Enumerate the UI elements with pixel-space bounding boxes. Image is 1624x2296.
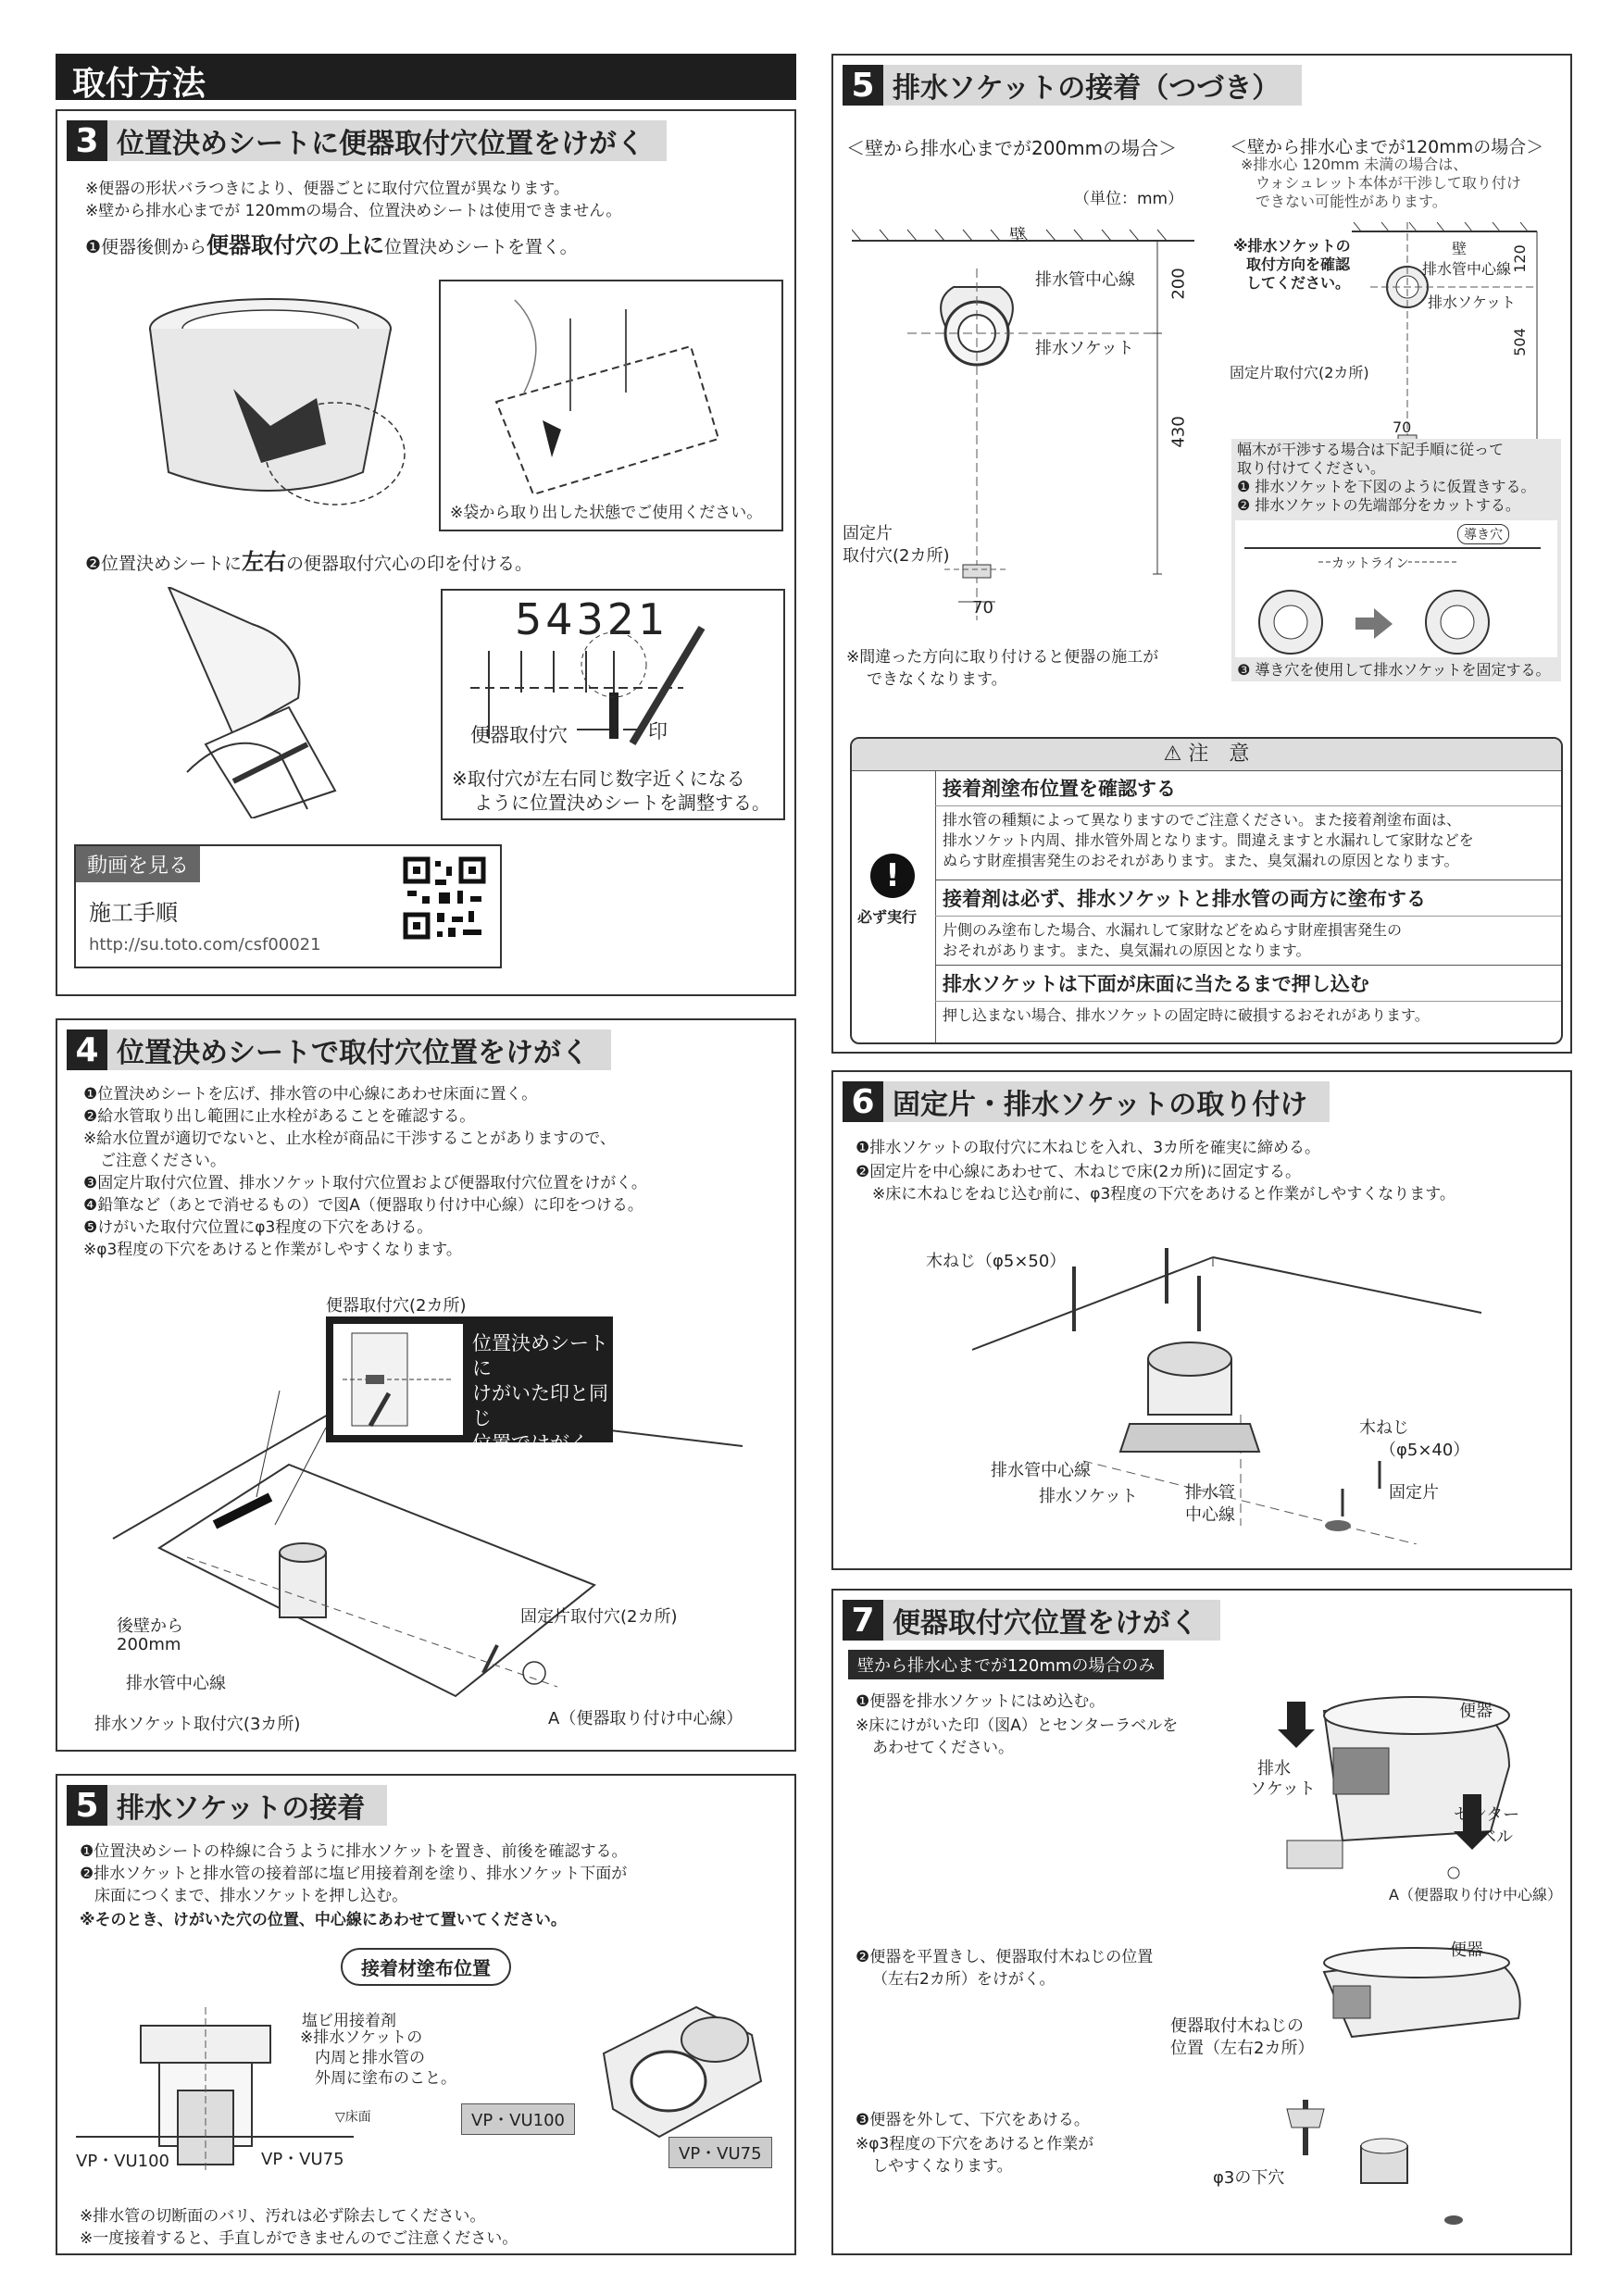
caution-item-2: 接着剤は必ず、排水ソケットと排水管の両方に塗布する 片側のみ塗布した場合、水漏れして家財などをぬらす財産損害発生の おそれがあります。また、臭気漏れの原因となります。 [935, 880, 1561, 966]
section-title: 排水ソケットの接着（つづき） [893, 72, 1280, 105]
section-number: 5 [843, 65, 883, 106]
note: ※一度接着すると、手直しができませんのでご注意ください。 [80, 2229, 518, 2248]
caution-item-1: 接着剤塗布位置を確認する 排水管の種類によって異なりますのでご注意ください。また接着剤塗布面は、 排水ソケット内周、排水管外周となります。間違えますと水漏れして家財などを ぬらす財産損害発生のおそれがあります。また、臭気漏れの原因となります。 [935, 770, 1561, 880]
line: ❶位置決めシートの枠線に合うように排水ソケットを置き、前後を確認する。 [80, 1842, 628, 1861]
glue-position-badge: 接着材塗布位置 [341, 1948, 511, 1986]
line: （左右2カ所）をけがく。 [872, 1970, 1056, 1989]
line: ※床に木ねじをねじ込む前に、φ3程度の下穴をあけると作業がしやすくなります。 [872, 1185, 1455, 1204]
sheet-placement-inset [439, 280, 783, 531]
vp-vu100-tag: VP・VU100 [461, 2103, 575, 2135]
right-case-heading: ＜壁から排水心までが120mmの場合＞ [1230, 137, 1544, 157]
fix-label-1: 固定片 [843, 524, 893, 543]
line: ❷排水ソケットと排水管の接着部に塩ビ用接着剤を塗り、排水ソケット下面が [80, 1865, 628, 1883]
screw-pos-label-1: 便器取付木ねじの [1170, 2016, 1304, 2036]
video-url-link[interactable]: http://su.toto.com/csf00021 [89, 935, 321, 955]
step-line: ❶位置決めシートを広げ、排水管の中心線にあわせ床面に置く。 [83, 1085, 538, 1104]
cut-procedure-text: 幅木が干渉する場合は下記手順に従って 取り付けてください。 ❶ 排水ソケットを下図のように仮置きする。 ❷ 排水ソケットの先端部分をカットする。 [1237, 441, 1536, 514]
condition-tag: 壁から排水心までが120mmの場合のみ [848, 1650, 1164, 1679]
socket-3d-drawing [585, 1998, 770, 2146]
left-case-heading: ＜壁から排水心までが200mmの場合＞ [846, 137, 1178, 159]
line: ❶便器を排水ソケットにはめ込む。 [856, 1692, 1106, 1711]
cut-line-label: カットライン [1331, 554, 1408, 572]
dim-504: 504 [1510, 328, 1529, 356]
step-line: ❷給水管取り出し範囲に止水栓があることを確認する。 [83, 1107, 476, 1126]
section-title: 排水ソケットの接着 [117, 1792, 366, 1825]
step-line: ※給水位置が適切でないと、止水栓が商品に干渉することがありますので、 [83, 1129, 616, 1148]
section-7 [831, 1589, 1572, 2255]
toilet-holes-label: 便器取付穴(2カ所) [326, 1296, 467, 1316]
step-list [83, 1083, 647, 1261]
screw-40-label-1: 木ねじ [1359, 1418, 1409, 1438]
guide-hole-label: 導き穴 [1457, 524, 1509, 544]
line: 床面につくまで、排水ソケットを押し込む。 [94, 1887, 408, 1905]
screw-pos-label-2: 位置（左右2カ所） [1170, 2039, 1315, 2058]
cut-step-3: ❸ 導き穴を使用して排水ソケットを固定する。 [1237, 661, 1551, 679]
fix-label-2: 取付穴(2カ所) [843, 546, 950, 566]
video-title: 施工手順 [89, 900, 178, 926]
a-center-label: A（便器取り付け中心線） [548, 1709, 743, 1728]
section-title: 位置決めシートに便器取付穴位置をけがく [117, 128, 644, 160]
a-label: A（便器取り付け中心線） [1389, 1886, 1562, 1903]
vp-vu75-label: VP・VU75 [261, 2150, 344, 2169]
section-5 [56, 1774, 796, 2255]
section-6 [831, 1070, 1572, 1570]
center-label-2a: 排水管 [1185, 1483, 1235, 1503]
note: ※便器の形状バラつきにより、便器ごとに取付穴位置が異なります。 [85, 180, 569, 198]
step-2: ❷位置決めシートに左右の便器取付穴心の印を付ける。 [85, 549, 533, 575]
toilet-label: 便器 [1459, 1702, 1493, 1721]
socket-label: 排水ソケット [1039, 1487, 1138, 1506]
vp-vu100-label: VP・VU100 [76, 2152, 170, 2171]
caution-item-3: 排水ソケットは下面が床面に当たるまで押し込む 押し込まない場合、排水ソケットの固定時に破損するおそれがあります。 [935, 965, 1561, 1043]
section-number: 5 [67, 1785, 107, 1826]
vp-vu75-tag: VP・VU75 [668, 2137, 772, 2168]
adjust-note-line2: ように位置決めシートを調整する。 [474, 792, 770, 814]
socket-label-2: ソケット [1250, 1779, 1316, 1799]
must-do-column [852, 770, 936, 1042]
step-line: ご注意ください。 [100, 1152, 226, 1170]
fix-holes-label: 固定片取付穴(2カ所) [520, 1607, 678, 1627]
section-5b-heading [843, 65, 1302, 106]
step-line: ❺けがいた取付穴位置にφ3程度の下穴をあける。 [83, 1218, 433, 1237]
caution-header: ⚠ 注 意 [852, 739, 1561, 771]
wall-label: 壁 [1009, 226, 1026, 245]
inset-photo [333, 1324, 463, 1435]
step-line: ❸固定片取付穴位置、排水ソケット取付穴位置および便器取付穴位置をけがく。 [83, 1174, 647, 1192]
glue-note: ※排水ソケットの 内周と排水管の 外周に塗布のこと。 [300, 2028, 456, 2088]
line: ❸便器を外して、下穴をあける。 [856, 2111, 1090, 2129]
socket-holes-label: 排水ソケット取付穴(3カ所) [94, 1715, 301, 1734]
wrong-direction-note: ※間違った方向に取り付けると便器の施工が [846, 648, 1159, 667]
section-4 [56, 1018, 796, 1752]
toilet-rear-illustration [131, 287, 428, 509]
toilet-label-2: 便器 [1450, 1940, 1483, 1960]
section-title: 便器取付穴位置をけがく [893, 1607, 1198, 1640]
cut-drawing-area [1235, 520, 1557, 657]
dim-120: 120 [1510, 244, 1529, 273]
section-number: 4 [67, 1029, 107, 1070]
wall-distance-label: 後壁から [117, 1616, 183, 1636]
page-title: 取付方法 [72, 65, 206, 103]
section-number: 7 [843, 1600, 883, 1641]
center-label-1: センター [1454, 1805, 1520, 1825]
video-tag: 動画を見る [76, 846, 200, 882]
dim-430: 430 [1168, 416, 1189, 448]
cut-procedure-box [1231, 439, 1561, 681]
glue-label: 塩ビ用接着剤 [302, 2012, 396, 2030]
section-6-heading [843, 1081, 1330, 1122]
caution-box [850, 737, 1563, 1044]
toilet-flat-drawing [1296, 1935, 1537, 2055]
right-wall-label: 壁 [1452, 240, 1468, 257]
fix-piece-label: 固定片 [1389, 1483, 1439, 1503]
center-line-label: 排水管中心線 [126, 1674, 226, 1693]
section-5-continued [831, 54, 1572, 1054]
dim-70: 70 [972, 598, 993, 618]
line: ❷固定片を中心線にあわせて、木ねじで床(2カ所)に固定する。 [856, 1163, 1301, 1181]
line: ❷便器を平置きし、便器取付木ねじの位置 [856, 1948, 1154, 1966]
scale-numbers: 54321 [515, 594, 669, 644]
hand-marking-illustration [150, 587, 428, 818]
adjust-note-line1: ※取付穴が左右同じ数字近くになる [452, 767, 745, 790]
section-5-heading [67, 1785, 387, 1826]
pilot-hole-drawing [1268, 2090, 1509, 2239]
section-number: 3 [67, 120, 107, 161]
qr-code-icon [402, 855, 487, 941]
screw-40-label-2: （φ5×40） [1380, 1441, 1470, 1460]
note: ※壁から排水心までが 120mmの場合、位置決めシートは使用できません。 [85, 202, 622, 220]
floor-label: ▽床面 [335, 2110, 371, 2125]
note: ※排水管の切断面のバリ、汚れは必ず除去してください。 [80, 2207, 486, 2226]
line: ※そのとき、けがいた穴の位置、中心線にあわせて置いてください。 [80, 1911, 567, 1929]
center-line-label: 排水管中心線 [1035, 270, 1135, 290]
direction-note: ※排水ソケットの 取付方向を確認 してください。 [1233, 237, 1351, 292]
step-line: ❹鉛筆など（あとで消せるもの）で図A（便器取り付け中心線）に印をつける。 [83, 1196, 643, 1215]
inset-caption: 位置決めシートに けがいた印と同じ 位置でけがく [472, 1332, 608, 1454]
line: ※φ3程度の下穴をあけると作業が [856, 2135, 1094, 2153]
socket-label: 排水ソケット [1035, 339, 1134, 358]
right-fix-label: 固定片取付穴(2カ所) [1230, 364, 1369, 381]
line: あわせてください。 [872, 1739, 1014, 1757]
pilot-hole-label: φ3の下穴 [1213, 2168, 1285, 2188]
bag-note: ※袋から取り出した状態でご使用ください。 [450, 504, 763, 522]
center-line-label: 排水管中心線 [991, 1461, 1091, 1480]
step-1: ❶便器後側から便器取付穴の上に位置決めシートを置く。 [85, 232, 578, 258]
center-label-2: ラベル [1463, 1828, 1513, 1847]
line: ❶排水ソケットの取付穴に木ねじを入れ、3カ所を確実に締める。 [856, 1139, 1321, 1157]
line: ※床にけがいた印（図A）とセンターラベルを [856, 1716, 1179, 1735]
exclamation-icon: ! [870, 854, 915, 898]
screw-50-label: 木ねじ（φ5×50） [926, 1252, 1067, 1271]
dim-200: 200 [1168, 268, 1189, 300]
warning-triangle-icon: ⚠ [1163, 742, 1182, 766]
hole-label: 便器取付穴 [470, 724, 568, 746]
section-number: 6 [843, 1081, 883, 1122]
inset-marking-drawing [333, 1324, 463, 1435]
section-7-heading [843, 1600, 1220, 1641]
section-title: 位置決めシートで取付穴位置をけがく [117, 1037, 589, 1069]
right-center-label: 排水管中心線 [1422, 260, 1512, 278]
section-3 [56, 109, 796, 996]
right-dim-70: 70 [1393, 418, 1412, 436]
video-card[interactable] [74, 844, 502, 968]
wrong-direction-note-2: できなくなります。 [867, 670, 1007, 689]
inset-sheet-box [326, 1316, 613, 1454]
mark-label: 印 [648, 720, 668, 742]
cut-drawing [1235, 520, 1557, 657]
section-title: 固定片・排水ソケットの取り付け [893, 1089, 1308, 1121]
wall-distance-value: 200mm [117, 1635, 181, 1654]
section-3-heading [67, 120, 667, 161]
center-label-2b: 中心線 [1185, 1505, 1235, 1525]
right-case-note: ※排水心 120mm 未満の場合は、 ウォシュレット本体が干渉して取り付け できない可能性があります。 [1241, 156, 1521, 210]
right-socket-label: 排水ソケット [1428, 293, 1517, 311]
step-line: ※φ3程度の下穴をあけると作業がしやすくなります。 [83, 1241, 462, 1259]
marking-inset [441, 589, 785, 820]
page-header [56, 54, 796, 103]
socket-label-1: 排水 [1257, 1759, 1291, 1778]
line: しやすくなります。 [872, 2157, 1013, 2176]
must-do-label: 必ず実行 [857, 908, 918, 926]
section-4-heading [67, 1029, 611, 1070]
sheet-placement-drawing [441, 281, 781, 494]
unit-label: （単位：mm） [1074, 190, 1184, 208]
